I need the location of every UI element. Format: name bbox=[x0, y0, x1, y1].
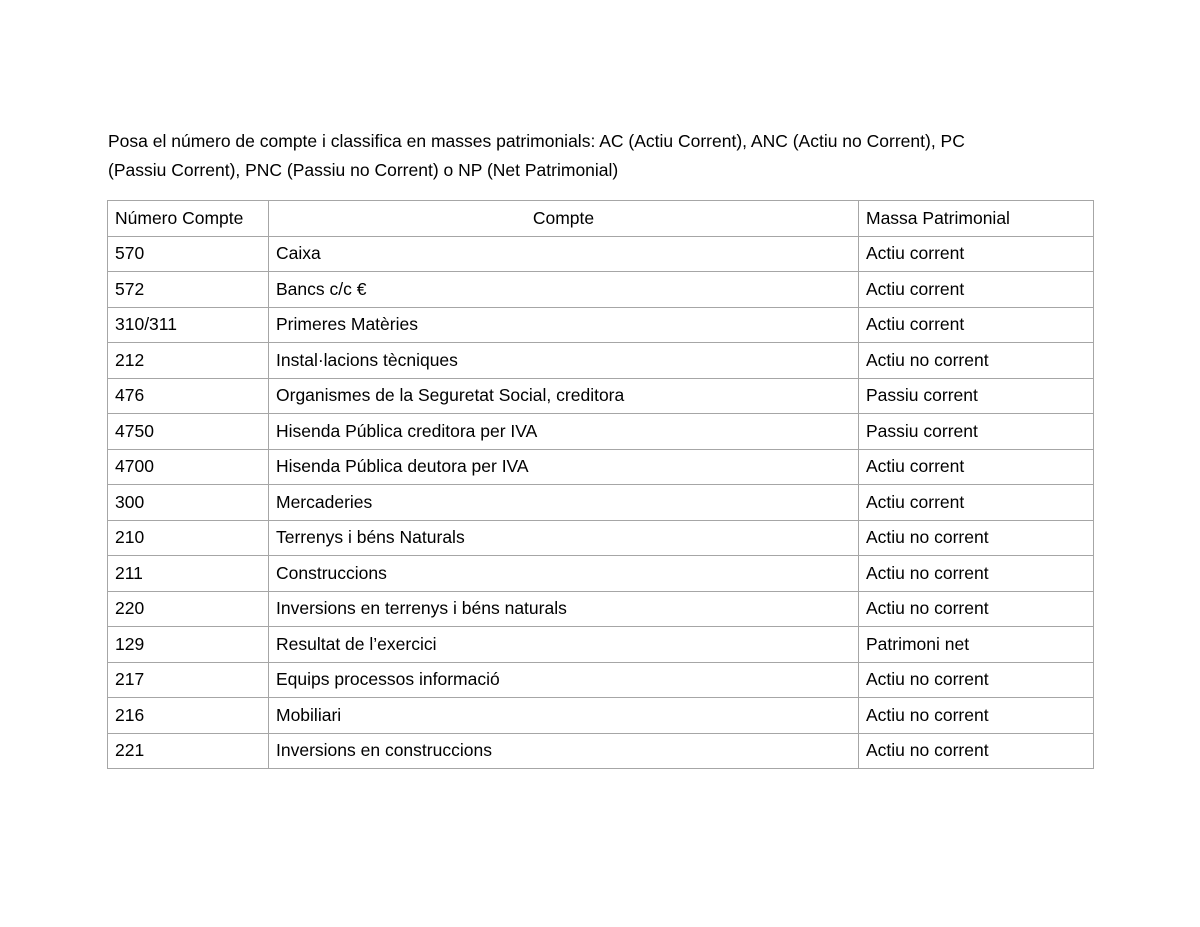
cell-patrimonial-mass: Actiu no corrent bbox=[859, 698, 1094, 734]
table-row bbox=[108, 733, 1094, 769]
cell-patrimonial-mass: Actiu corrent bbox=[859, 485, 1094, 521]
cell-account-number: 216 bbox=[108, 698, 269, 734]
cell-account: Organismes de la Seguretat Social, creditora bbox=[269, 378, 859, 414]
cell-account-number: 221 bbox=[108, 733, 269, 769]
cell-account: Hisenda Pública creditora per IVA bbox=[269, 414, 859, 450]
cell-account-number: 212 bbox=[108, 343, 269, 379]
header-patrimonial-mass: Massa Patrimonial bbox=[859, 201, 1094, 237]
table-row bbox=[108, 627, 1094, 663]
table-row bbox=[108, 698, 1094, 734]
cell-patrimonial-mass: Actiu corrent bbox=[859, 272, 1094, 308]
cell-account-number: 476 bbox=[108, 378, 269, 414]
cell-patrimonial-mass: Passiu corrent bbox=[859, 378, 1094, 414]
cell-patrimonial-mass: Actiu corrent bbox=[859, 449, 1094, 485]
table-row bbox=[108, 591, 1094, 627]
cell-account-number: 210 bbox=[108, 520, 269, 556]
cell-account: Hisenda Pública deutora per IVA bbox=[269, 449, 859, 485]
cell-account: Inversions en construccions bbox=[269, 733, 859, 769]
table-body bbox=[108, 236, 1094, 769]
cell-patrimonial-mass: Actiu no corrent bbox=[859, 520, 1094, 556]
cell-account: Primeres Matèries bbox=[269, 307, 859, 343]
cell-patrimonial-mass: Passiu corrent bbox=[859, 414, 1094, 450]
cell-account-number: 129 bbox=[108, 627, 269, 663]
table-row bbox=[108, 485, 1094, 521]
table-row bbox=[108, 520, 1094, 556]
cell-patrimonial-mass: Actiu no corrent bbox=[859, 591, 1094, 627]
cell-patrimonial-mass: Patrimoni net bbox=[859, 627, 1094, 663]
cell-account-number: 572 bbox=[108, 272, 269, 308]
table-row bbox=[108, 307, 1094, 343]
table-row bbox=[108, 662, 1094, 698]
cell-account-number: 570 bbox=[108, 236, 269, 272]
table-header-row bbox=[108, 201, 1094, 237]
cell-account: Instal·lacions tècniques bbox=[269, 343, 859, 379]
cell-account-number: 310/311 bbox=[108, 307, 269, 343]
cell-account: Equips processos informació bbox=[269, 662, 859, 698]
cell-account: Inversions en terrenys i béns naturals bbox=[269, 591, 859, 627]
cell-account: Caixa bbox=[269, 236, 859, 272]
cell-account: Construccions bbox=[269, 556, 859, 592]
table-row bbox=[108, 378, 1094, 414]
header-account: Compte bbox=[269, 201, 859, 237]
cell-patrimonial-mass: Actiu no corrent bbox=[859, 733, 1094, 769]
table-row bbox=[108, 556, 1094, 592]
cell-account: Mercaderies bbox=[269, 485, 859, 521]
cell-patrimonial-mass: Actiu no corrent bbox=[859, 556, 1094, 592]
cell-patrimonial-mass: Actiu corrent bbox=[859, 236, 1094, 272]
cell-patrimonial-mass: Actiu no corrent bbox=[859, 343, 1094, 379]
cell-account-number: 217 bbox=[108, 662, 269, 698]
instructions-paragraph bbox=[108, 127, 1068, 185]
cell-account: Resultat de l’exercici bbox=[269, 627, 859, 663]
cell-account-number: 4700 bbox=[108, 449, 269, 485]
cell-account-number: 211 bbox=[108, 556, 269, 592]
header-account-number: Número Compte bbox=[108, 201, 269, 237]
accounts-table bbox=[107, 200, 1094, 769]
cell-account: Bancs c/c € bbox=[269, 272, 859, 308]
table-row bbox=[108, 414, 1094, 450]
cell-account: Terrenys i béns Naturals bbox=[269, 520, 859, 556]
instructions-line-1: Posa el número de compte i classifica en masses patrimonials: AC (Actiu Corrent), ANC (Actiu no Corrent), PC bbox=[108, 131, 965, 151]
cell-account: Mobiliari bbox=[269, 698, 859, 734]
cell-account-number: 300 bbox=[108, 485, 269, 521]
cell-patrimonial-mass: Actiu corrent bbox=[859, 307, 1094, 343]
table-row bbox=[108, 272, 1094, 308]
cell-account-number: 4750 bbox=[108, 414, 269, 450]
table-row bbox=[108, 236, 1094, 272]
instructions-line-2: (Passiu Corrent), PNC (Passiu no Corrent) o NP (Net Patrimonial) bbox=[108, 160, 619, 180]
cell-patrimonial-mass: Actiu no corrent bbox=[859, 662, 1094, 698]
table-row bbox=[108, 449, 1094, 485]
table-row bbox=[108, 343, 1094, 379]
cell-account-number: 220 bbox=[108, 591, 269, 627]
